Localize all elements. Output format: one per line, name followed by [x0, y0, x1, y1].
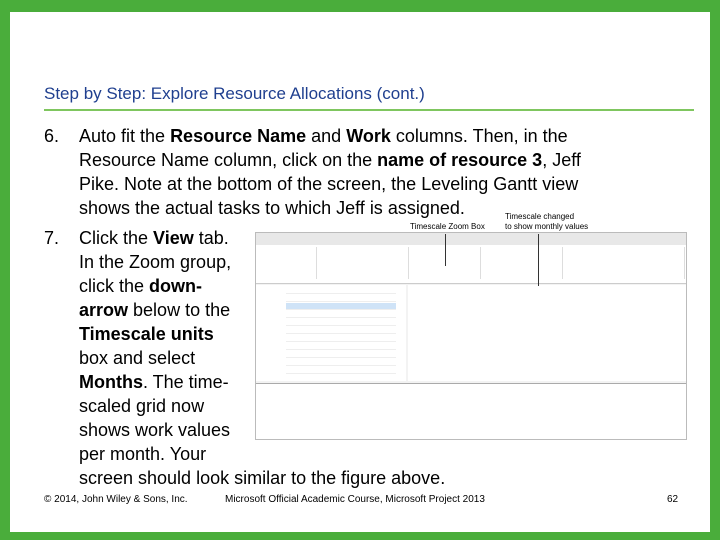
text-run: . The time-: [142, 372, 229, 392]
step-7-line-1: [79, 228, 229, 249]
grid-row: [286, 327, 396, 334]
step-6-line-2: [79, 150, 581, 171]
text-run: tab.: [193, 228, 229, 248]
footer-copyright: © 2014, John Wiley & Sons, Inc.: [44, 494, 188, 505]
grid-row-selected: [286, 303, 396, 310]
text-run: , Jeff: [542, 150, 581, 170]
step-6-line-3: Pike. Note at the bottom of the screen, the Leveling Gantt view: [79, 174, 579, 194]
grid-row: [286, 319, 396, 326]
footer-page-number: 62: [667, 494, 679, 505]
text-run: below to the: [128, 300, 231, 320]
ribbon-group: [564, 247, 685, 279]
ribbon-group: [482, 247, 563, 279]
step-7-line-10: per month. Your: [79, 444, 207, 464]
text-run: and: [306, 126, 347, 146]
footer-course: Microsoft Official Academic Course, Microsoft Project 2013: [225, 494, 485, 505]
text-run: click the: [79, 276, 150, 296]
text-run: Click the: [79, 228, 154, 248]
title-underline: [44, 109, 694, 111]
step-7-line-8: scaled grid now: [79, 396, 205, 416]
step-6-number: 6.: [44, 126, 60, 146]
step-7-line-5: Timescale units: [79, 324, 214, 344]
grid-row: [286, 311, 396, 318]
slide-title: Step by Step: Explore Resource Allocations (cont.): [44, 84, 425, 103]
ribbon-group: [318, 247, 409, 279]
step-7-line-6: box and select: [79, 348, 196, 368]
callout-arrow: [445, 234, 446, 266]
text-run: columns. Then, in the: [390, 126, 568, 146]
step-7-number: 7.: [44, 228, 60, 248]
text-run: Auto fit the: [79, 126, 171, 146]
grid-row: [286, 295, 396, 302]
resource-grid: [256, 285, 406, 381]
bold-months: Months: [79, 372, 143, 392]
grid-row: [286, 351, 396, 358]
ribbon-group: [256, 247, 317, 279]
callout-arrow: [538, 234, 539, 286]
callout-zoom-box: Timescale Zoom Box: [410, 222, 485, 231]
callout-changed-1: Timescale changed: [505, 212, 575, 221]
step-6-line-1: [79, 126, 568, 147]
ribbon: [256, 233, 686, 284]
leveling-gantt: [256, 383, 686, 440]
project-screenshot: [255, 232, 687, 440]
bold-work: Work: [346, 126, 391, 146]
step-7-line-7: [79, 372, 229, 393]
grid-row: [286, 367, 396, 374]
timescaled-grid: [408, 285, 686, 381]
callout-changed-2: to show monthly values: [505, 222, 589, 231]
step-7-line-2: In the Zoom group,: [79, 252, 232, 272]
bold-arrow: arrow: [79, 300, 129, 320]
bold-down: down-: [149, 276, 203, 296]
bold-view: View: [153, 228, 194, 248]
grid-row: [286, 335, 396, 342]
step-7-line-9: shows work values: [79, 420, 231, 440]
grid-row: [286, 359, 396, 366]
bold-resource-3: name of resource 3: [377, 150, 543, 170]
step-7-line-4: [79, 300, 230, 321]
ribbon-tabs: [256, 233, 686, 245]
text-run: Resource Name column, click on the: [79, 150, 378, 170]
grid-row: [286, 343, 396, 350]
bold-resource-name: Resource Name: [170, 126, 307, 146]
step-6-line-4: shows the actual tasks to which Jeff is assigned.: [79, 198, 465, 218]
step-7-line-11: screen should look similar to the figure above.: [79, 468, 446, 488]
grid-row: [286, 287, 396, 294]
step-7-line-3: [79, 276, 202, 297]
